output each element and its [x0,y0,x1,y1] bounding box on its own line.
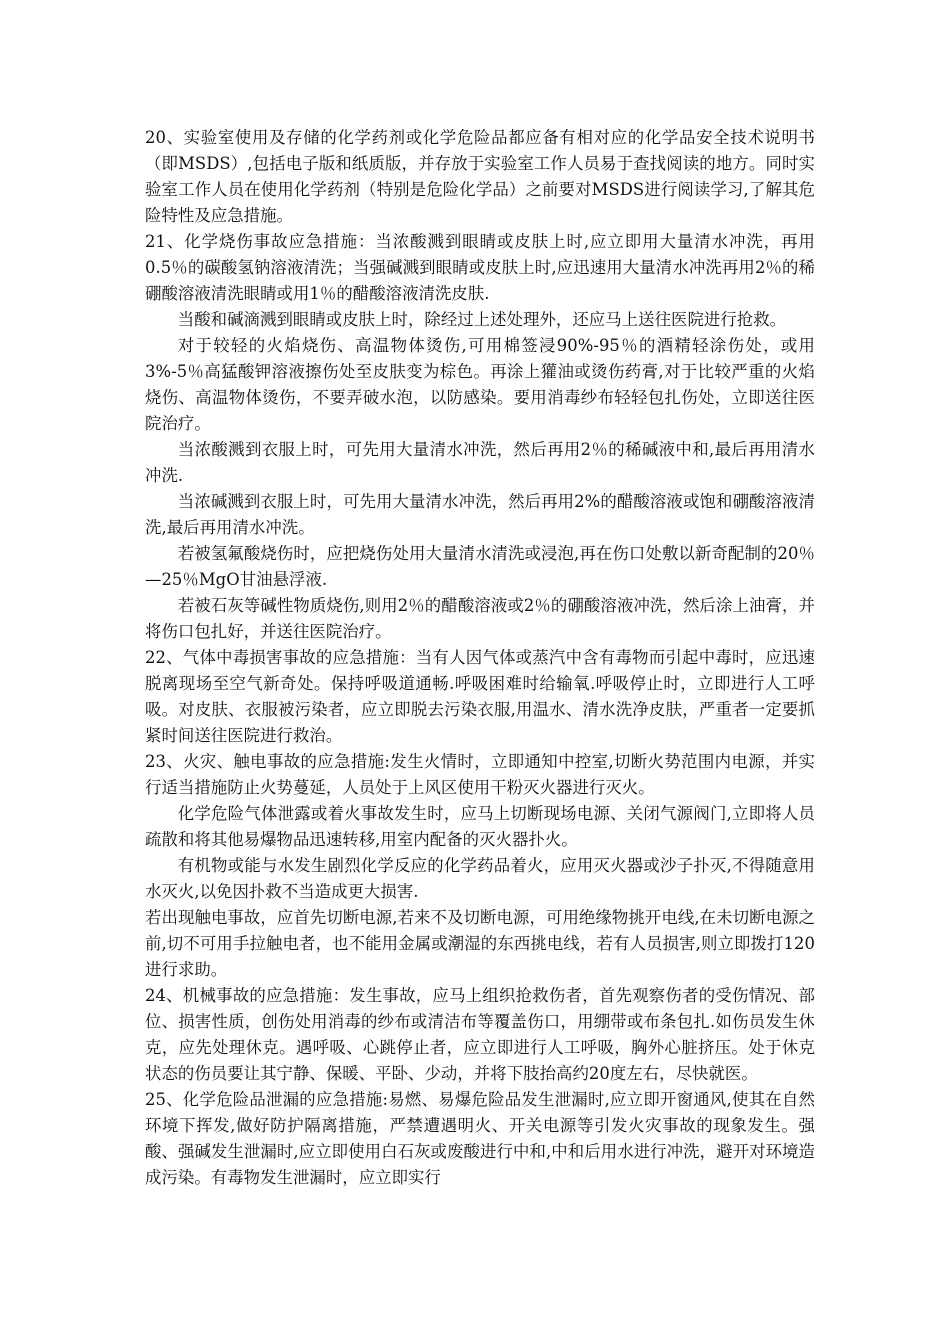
paragraph: 当浓碱溅到衣服上时，可先用大量清水冲洗，然后再用2%的醋酸溶液或饱和硼酸溶液清洗,最后再用清水冲洗。 [145,492,815,537]
paragraph: 对于较轻的火焰烧伤、高温物体烫伤,可用棉签浸90%-95％的酒精轻涂伤处，或用3%-5％高猛酸钾溶液擦伤处至皮肤变为棕色。再涂上獾油或烫伤药膏,对于比较严重的火焰烧伤、高温物体烫伤，不要弄破水泡，以防感染。要用消毒纱布轻轻包扎伤处，立即送往医院治疗。 [145,336,815,433]
paragraph: 当酸和碱滴溅到眼睛或皮肤上时，除经过上述处理外，还应马上送往医院进行抢救。 [177,310,787,329]
paragraph: 化学危险气体泄露或着火事故发生时，应马上切断现场电源、关闭气源阀门,立即将人员疏散和将其他易爆物品迅速转移,用室内配备的灭火器扑火。 [145,804,815,849]
paragraph: 有机物或能与水发生剧烈化学反应的化学药品着火，应用灭火器或沙子扑灭,不得随意用水灭火,以免因扑救不当造成更大损害. [145,856,815,901]
paragraph: 24、机械事故的应急措施：发生事故，应马上组织抢救伤者，首先观察伤者的受伤情况、部位、损害性质，创伤处用消毒的纱布或清洁布等覆盖伤口，用绷带或布条包扎.如伤员发生休克，应先处理休克。遇呼吸、心跳停止者，应立即进行人工呼吸，胸外心脏挤压。处于休克状态的伤员要让其宁静、保暖、平卧、少动，并将下肢抬高约20度左右，尽快就医。 [145,986,815,1083]
paragraph: 当浓酸溅到衣服上时，可先用大量清水冲洗，然后再用2％的稀碱液中和,最后再用清水冲洗. [145,440,815,485]
paragraph: 若出现触电事故，应首先切断电源,若来不及切断电源，可用绝缘物挑开电线,在未切断电源之前,切不可用手拉触电者，也不能用金属或潮湿的东西挑电线，若有人员损害,则立即拨打120进行求助。 [145,908,815,979]
paragraph: 25、化学危险品泄漏的应急措施:易燃、易爆危险品发生泄漏时,应立即开窗通风,使其在自然环境下挥发,做好防护隔离措施，严禁遭遇明火、开关电源等引发火灾事故的现象发生。强酸、强碱发生泄漏时,应立即使用白石灰或废酸进行中和,中和后用水进行冲洗，避开对环境造成污染。有毒物发生泄漏时，应立即实行 [145,1090,815,1187]
paragraph: 20、实验室使用及存储的化学药剂或化学危险品都应备有相对应的化学品安全技术说明书（即MSDS）,包括电子版和纸质版，并存放于实验室工作人员易于查找阅读的地方。同时实验室工作人员在使用化学药剂（特别是危险化学品）之前要对MSDS进行阅读学习,了解其危险特性及应急措施。 [145,128,815,225]
paragraph: 21、化学烧伤事故应急措施：当浓酸溅到眼睛或皮肤上时,应立即用大量清水冲洗，再用0.5％的碳酸氢钠溶液清洗；当强碱溅到眼睛或皮肤上时,应迅速用大量清水冲洗再用2％的稀硼酸溶液清洗眼睛或用1％的醋酸溶液清洗皮肤. [145,232,815,303]
paragraph: 23、火灾、触电事故的应急措施:发生火情时，立即通知中控室,切断火势范围内电源，并实行适当措施防止火势蔓延，人员处于上风区使用干粉灭火器进行灭火。 [145,752,815,797]
paragraph: 若被石灰等碱性物质烧伤,则用2％的醋酸溶液或2％的硼酸溶液冲洗，然后涂上油膏，并将伤口包扎好，并送往医院治疗。 [145,596,815,641]
document-body [145,125,815,1191]
paragraph: 22、气体中毒损害事故的应急措施：当有人因气体或蒸汽中含有毒物而引起中毒时，应迅速脱离现场至空气新奇处。保持呼吸道通畅.呼吸困难时给输氧.呼吸停止时，立即进行人工呼吸。对皮肤、衣服被污染者，应立即脱去污染衣服,用温水、清水洗净皮肤，严重者一定要抓紧时间送往医院进行救治。 [145,648,815,745]
paragraph: 若被氢氟酸烧伤时，应把烧伤处用大量清水清洗或浸泡,再在伤口处敷以新奇配制的20％—25％MgO甘油悬浮液. [145,544,815,589]
